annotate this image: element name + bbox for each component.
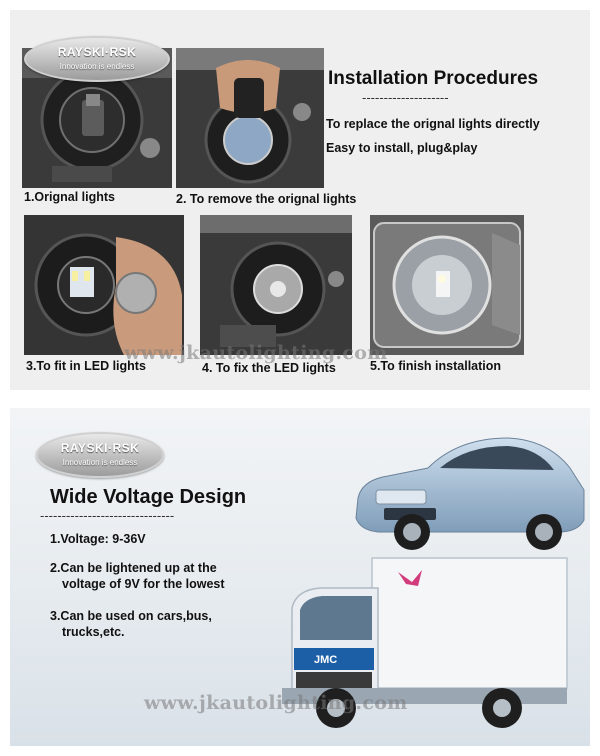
fix-led-photo <box>200 215 352 355</box>
finished-installation-photo <box>370 215 524 355</box>
sedan-car-image <box>348 428 588 558</box>
voltage-item-2-line-1: 2.Can be lightened up at the <box>50 561 217 575</box>
voltage-item-3-line-1: 3.Can be used on cars,bus, <box>50 609 212 623</box>
step-1-caption: 1.Orignal lights <box>24 190 115 204</box>
brand-logo-badge-top: RAYSKI·RSK Innovation is endless <box>24 36 170 82</box>
voltage-divider: ------------------------------- <box>40 508 175 523</box>
installation-point-1: To replace the orignal lights directly <box>326 117 540 131</box>
watermark-top: www.jkautolighting.com <box>124 342 388 364</box>
voltage-panel <box>10 408 590 746</box>
brand-logo-badge-bottom: RAYSKI·RSK Innovation is endless <box>36 432 164 478</box>
installation-divider: -------------------- <box>362 90 449 105</box>
voltage-item-3-line-2: trucks,etc. <box>62 625 125 639</box>
voltage-title: Wide Voltage Design <box>50 486 247 508</box>
voltage-item-1: 1.Voltage: 9-36V <box>50 532 146 546</box>
step-3-caption: 3.To fit in LED lights <box>26 359 146 373</box>
installation-point-2: Easy to install, plug&play <box>326 141 478 155</box>
step-4-caption: 4. To fix the LED lights <box>202 361 336 375</box>
step-5-caption: 5.To finish installation <box>370 359 502 373</box>
watermark-bottom: www.jkautolighting.com <box>144 692 408 714</box>
step-2-caption: 2. To remove the orignal lights <box>176 192 357 206</box>
voltage-item-2-line-2: voltage of 9V for the lowest <box>62 577 225 591</box>
remove-lights-photo <box>176 48 324 188</box>
fit-led-photo <box>24 215 184 355</box>
installation-title: Installation Procedures <box>328 68 539 89</box>
truck-brand-label: JMC <box>314 654 338 666</box>
installation-panel <box>10 10 590 390</box>
